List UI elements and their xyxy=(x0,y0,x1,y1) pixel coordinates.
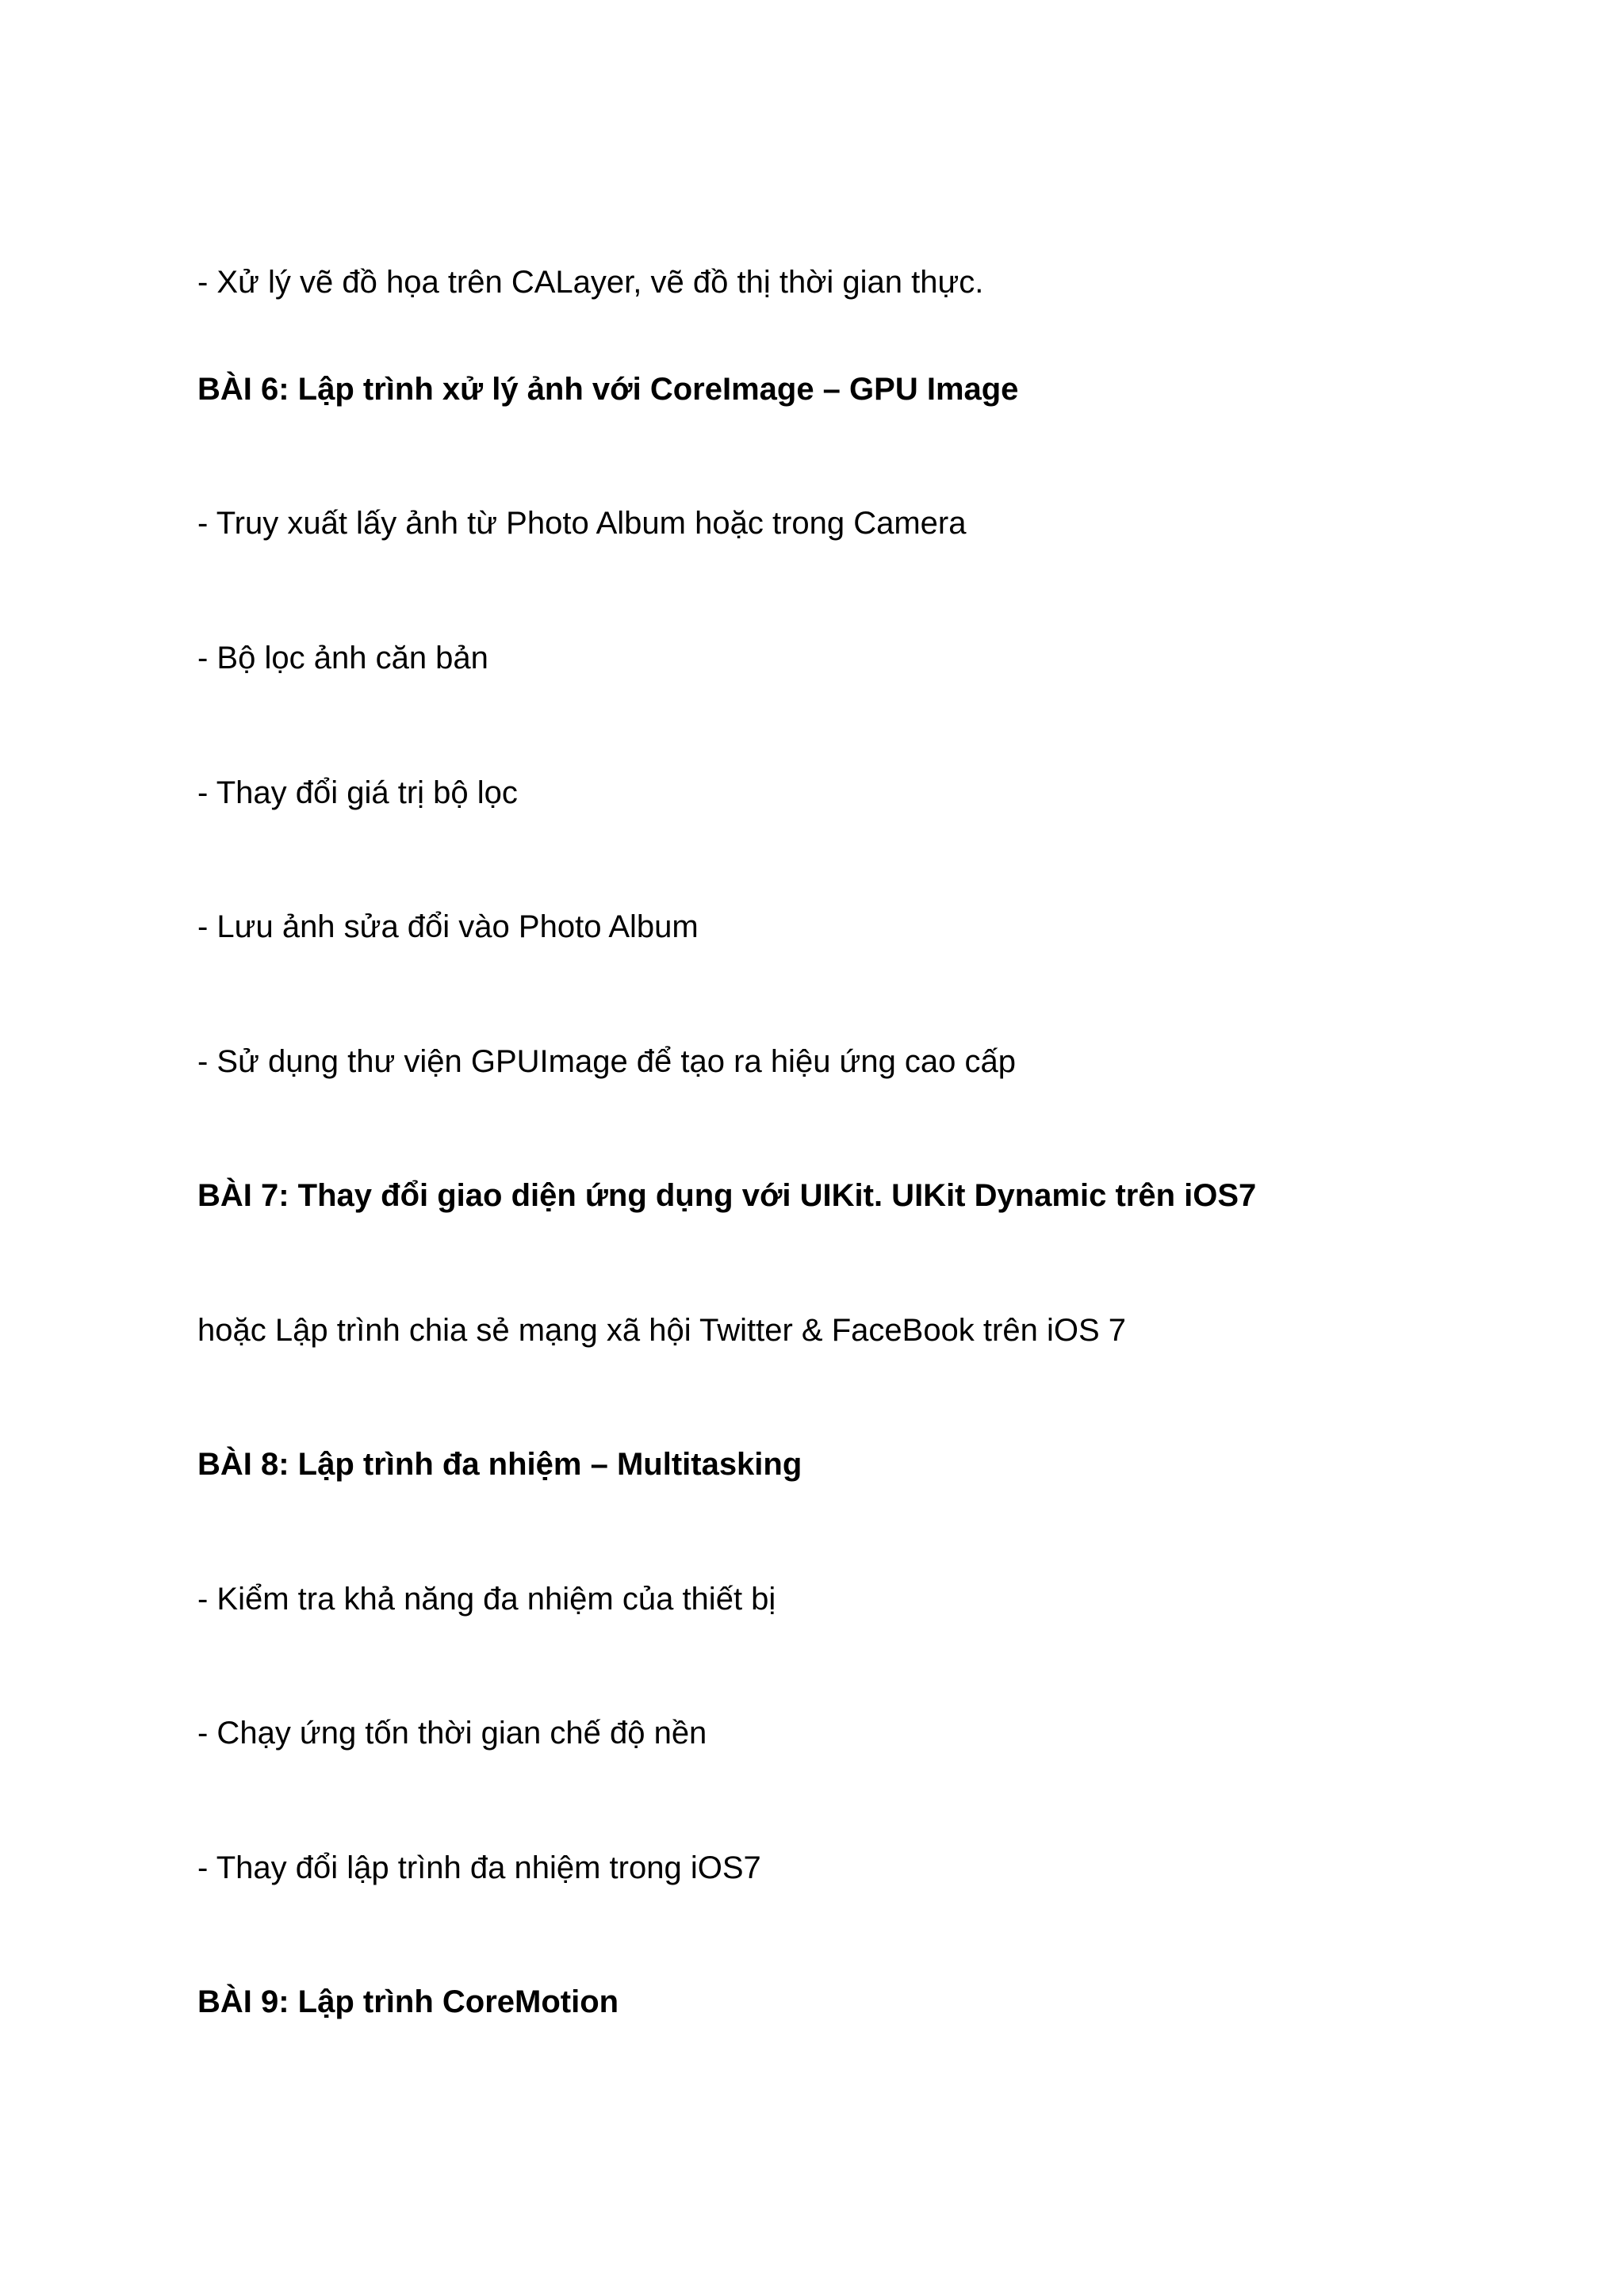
bullet-check-multitasking: - Kiểm tra khả năng đa nhiệm của thiết bị xyxy=(197,1582,776,1617)
heading-lesson-9: BÀI 9: Lập trình CoreMotion xyxy=(197,1984,619,2019)
text-social-sharing: hoặc Lập trình chia sẻ mạng xã hội Twitter & FaceBook trên iOS 7 xyxy=(197,1313,1126,1348)
bullet-background-tasks: - Chạy ứng tốn thời gian chế độ nền xyxy=(197,1716,707,1751)
bullet-basic-filters: - Bộ lọc ảnh căn bản xyxy=(197,641,488,675)
bullet-ios7-multitasking: - Thay đổi lập trình đa nhiệm trong iOS7 xyxy=(197,1850,761,1885)
bullet-calayer-drawing: - Xử lý vẽ đồ họa trên CALayer, vẽ đồ thị thời gian thực. xyxy=(197,265,984,300)
heading-lesson-6: BÀI 6: Lập trình xử lý ảnh với CoreImage – GPU Image xyxy=(197,372,1019,407)
heading-lesson-7: BÀI 7: Thay đổi giao diện ứng dụng với UIKit. UIKit Dynamic trên iOS7 xyxy=(197,1178,1257,1213)
bullet-save-photo: - Lưu ảnh sửa đổi vào Photo Album xyxy=(197,909,699,944)
heading-lesson-8: BÀI 8: Lập trình đa nhiệm – Multitasking xyxy=(197,1447,802,1482)
bullet-gpuimage: - Sử dụng thư viện GPUImage để tạo ra hiệu ứng cao cấp xyxy=(197,1044,1017,1079)
bullet-filter-values: - Thay đổi giá trị bộ lọc xyxy=(197,775,518,810)
bullet-photo-access: - Truy xuất lấy ảnh từ Photo Album hoặc trong Camera xyxy=(197,506,967,541)
